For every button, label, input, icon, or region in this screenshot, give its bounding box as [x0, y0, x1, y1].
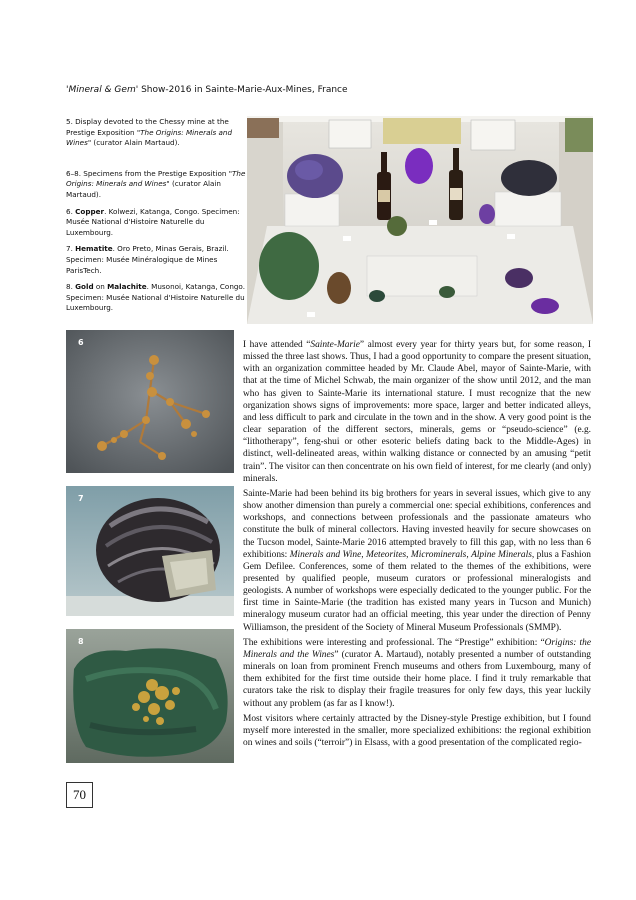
page-number: 70	[66, 782, 93, 808]
caption-6-8: 6–8. Specimens from the Prestige Exposition "The Origins: Minerals and Wines" (curator Alain Martaud).	[66, 168, 246, 199]
running-header	[66, 85, 348, 95]
body-paragraph-4: Most visitors where certainly attracted by the Disney-style Prestige exhibition, but I found myself more interested in the smaller, more specialized exhibitions: the regional exhibition on wines and soils (“terroir”) in Elsass, with a good presentation of the complicated regio-	[243, 713, 591, 748]
caption-6: 6. Copper. Kolwezi, Katanga, Congo. Specimen: Musée National d'Histoire Naturelle du Luxembourg.	[66, 206, 240, 237]
header-title-italic: 'Mineral & Gem'	[66, 85, 139, 95]
figure-6-copper-photo	[66, 330, 234, 473]
article-body	[243, 339, 591, 752]
figure-5-display-photo	[247, 116, 593, 324]
figure-number-8: 8	[78, 637, 84, 646]
body-paragraph-2: Sainte-Marie had been behind its big brothers for years in several issues, which give to any show another dimension than purely a commercial one: special exhibitions, conferences and workshops, and connections between professionals and the passionate amateurs who constitute the bulk of mineral collectors. Having invested heavily for secure showcases on the Tucson model, Sainte-Marie 2016 attempted bravely to fill this gap, with no less than 6 exhibitions: Minerals and Wine, Meteorites, Microminerals, Alpine Minerals, plus a Fashion Gem Defilee. Conferences, some of them related to the themes of the exhibitions, were presented by qualified people, museum curators or professional mineralogists and geologists. A number of workshops were especially dedicated to the younger public. For the first time in Sainte-Marie (the tradition has existed many years in Tucson and Munich) mineralogy museum curator had an official meeting, this year under the direction of Penny Williamson, the president of the Society of Mineral Museum Professionals (SMMP).	[243, 488, 591, 633]
figure-number-7: 7	[78, 494, 84, 503]
header-title-rest: Show-2016 in Sainte-Marie-Aux-Mines, France	[138, 85, 348, 95]
figure-number-6: 6	[78, 338, 84, 347]
caption-7: 7. Hematite. Oro Preto, Minas Gerais, Brazil. Specimen: Musée Minéralogique de Mines ParisTech.	[66, 244, 229, 275]
figure-7-hematite-photo	[66, 486, 234, 616]
caption-8: 8. Gold on Malachite. Musonoi, Katanga, Congo. Specimen: Musée National d'Histoire Naturelle du Luxembourg.	[66, 282, 245, 313]
body-paragraph-3: The exhibitions were interesting and professional. The “Prestige” exhibition: “Origins: the Minerals and the Wines” (curator A. Martaud), notably presented a number of outstanding minerals on loan from prominent French museums and others from Luxembourg, many of them exhibited for the first time outside their home place. I find it truly remarkable that curators take the risk to display their fragile treasures for only few days, this year luckily without any problem (as far as I know!).	[243, 637, 591, 709]
figure-8-gold-malachite-photo	[66, 629, 234, 763]
body-paragraph-1: I have attended “Sainte-Marie” almost every year for thirty years but, for some reason, I missed the three last shows. Thus, I had a good opportunity to compare the present situation, with an organization committee headed by Mr. Claude Abel, mayor of Sainte-Marie, with that at the time of Michel Schwab, the main organizer of the show until 2012, and the man who has given to Sainte-Marie its international stature. I must recognize that the new organization shows signs of improvements: more space, larger and better indicated alleys, and less difficult to park and circulate in the town and in the show. A very good point is the clear separation of the different sectors, minerals, gems or “pseudo-science” (e.g. “lithotherapy”, feng-shui or other esoteric beliefs dating back to the Middle-Ages) in distinct, well-delineated areas, within walking distance or connected by an amusing “petit train”. The visitor can then concentrate on his own field of interest, for me clearly (and only) minerals.	[243, 340, 591, 484]
figure-captions	[66, 117, 246, 320]
caption-5: 5. Display devoted to the Chessy mine at the Prestige Exposition "The Origins: Minerals and Wines" (curator Alain Martaud).	[66, 117, 233, 148]
